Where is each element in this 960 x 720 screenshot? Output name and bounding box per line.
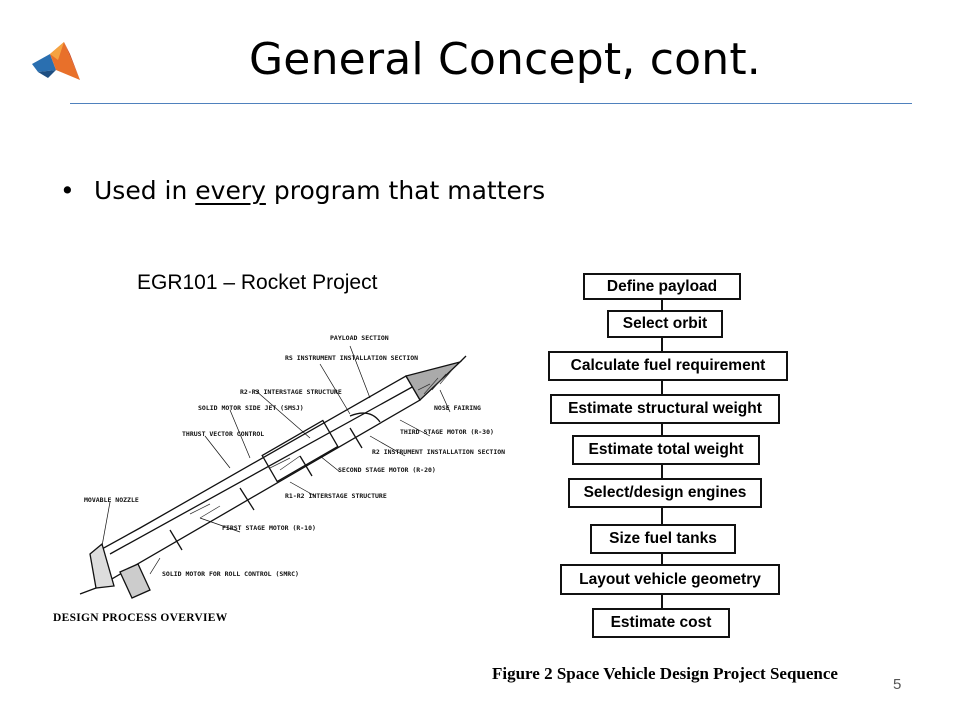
label-r2-instrument: R2 INSTRUMENT INSTALLATION SECTION xyxy=(372,448,506,456)
bullet-text-end: program that matters xyxy=(265,176,546,205)
design-sequence-flowchart xyxy=(540,268,800,648)
label-thrust-vector-control: THRUST VECTOR CONTROL xyxy=(182,430,265,438)
label-rs-instrument: RS INSTRUMENT INSTALLATION SECTION xyxy=(285,354,419,362)
flow-step-calculate-fuel: Calculate fuel requirement xyxy=(548,351,788,381)
rocket-caption: EGR101 – Rocket Project xyxy=(137,271,378,294)
label-first-stage-motor: FIRST STAGE MOTOR (R-10) xyxy=(222,524,316,532)
label-roll-control-motor: SOLID MOTOR FOR ROLL CONTROL (SMRC) xyxy=(162,570,299,578)
slide-title: General Concept, cont. xyxy=(249,34,761,85)
bullet-emphasis: every xyxy=(195,176,266,205)
flowchart-caption: Figure 2 Space Vehicle Design Project Sequence xyxy=(492,664,838,683)
flow-step-define-payload: Define payload xyxy=(583,273,741,300)
flow-step-select-orbit: Select orbit xyxy=(607,310,723,338)
flow-step-vehicle-geometry: Layout vehicle geometry xyxy=(560,564,780,595)
flow-step-size-fuel-tanks: Size fuel tanks xyxy=(590,524,736,554)
label-third-stage-motor: THIRD STAGE MOTOR (R-30) xyxy=(400,428,494,436)
label-r1-r2-interstage: R1-R2 INTERSTAGE STRUCTURE xyxy=(285,492,387,500)
bullet-text-start: Used in xyxy=(94,176,196,205)
label-r2-r3-interstage: R2-R3 INTERSTAGE STRUCTURE xyxy=(240,388,342,396)
rocket-footer: DESIGN PROCESS OVERVIEW xyxy=(53,612,228,624)
bullet-item xyxy=(60,176,545,205)
label-nose-fairing: NOSE FAIRING xyxy=(434,404,481,412)
flow-step-structural-weight: Estimate structural weight xyxy=(550,394,780,424)
flow-step-design-engines: Select/design engines xyxy=(568,478,762,508)
label-second-stage-motor: SECOND STAGE MOTOR (R-20) xyxy=(338,466,436,474)
flow-step-total-weight: Estimate total weight xyxy=(572,435,760,465)
label-movable-nozzle: MOVABLE NOZZLE xyxy=(84,496,139,504)
label-solid-motor-side-jet: SOLID MOTOR SIDE JET (SMSJ) xyxy=(198,404,304,412)
label-payload-section: PAYLOAD SECTION xyxy=(330,334,389,342)
slide-number: 5 xyxy=(893,676,902,693)
bullet-dot: • xyxy=(60,176,75,205)
flow-step-estimate-cost: Estimate cost xyxy=(592,608,730,638)
title-divider xyxy=(70,103,912,104)
rocket-diagram xyxy=(50,318,520,618)
